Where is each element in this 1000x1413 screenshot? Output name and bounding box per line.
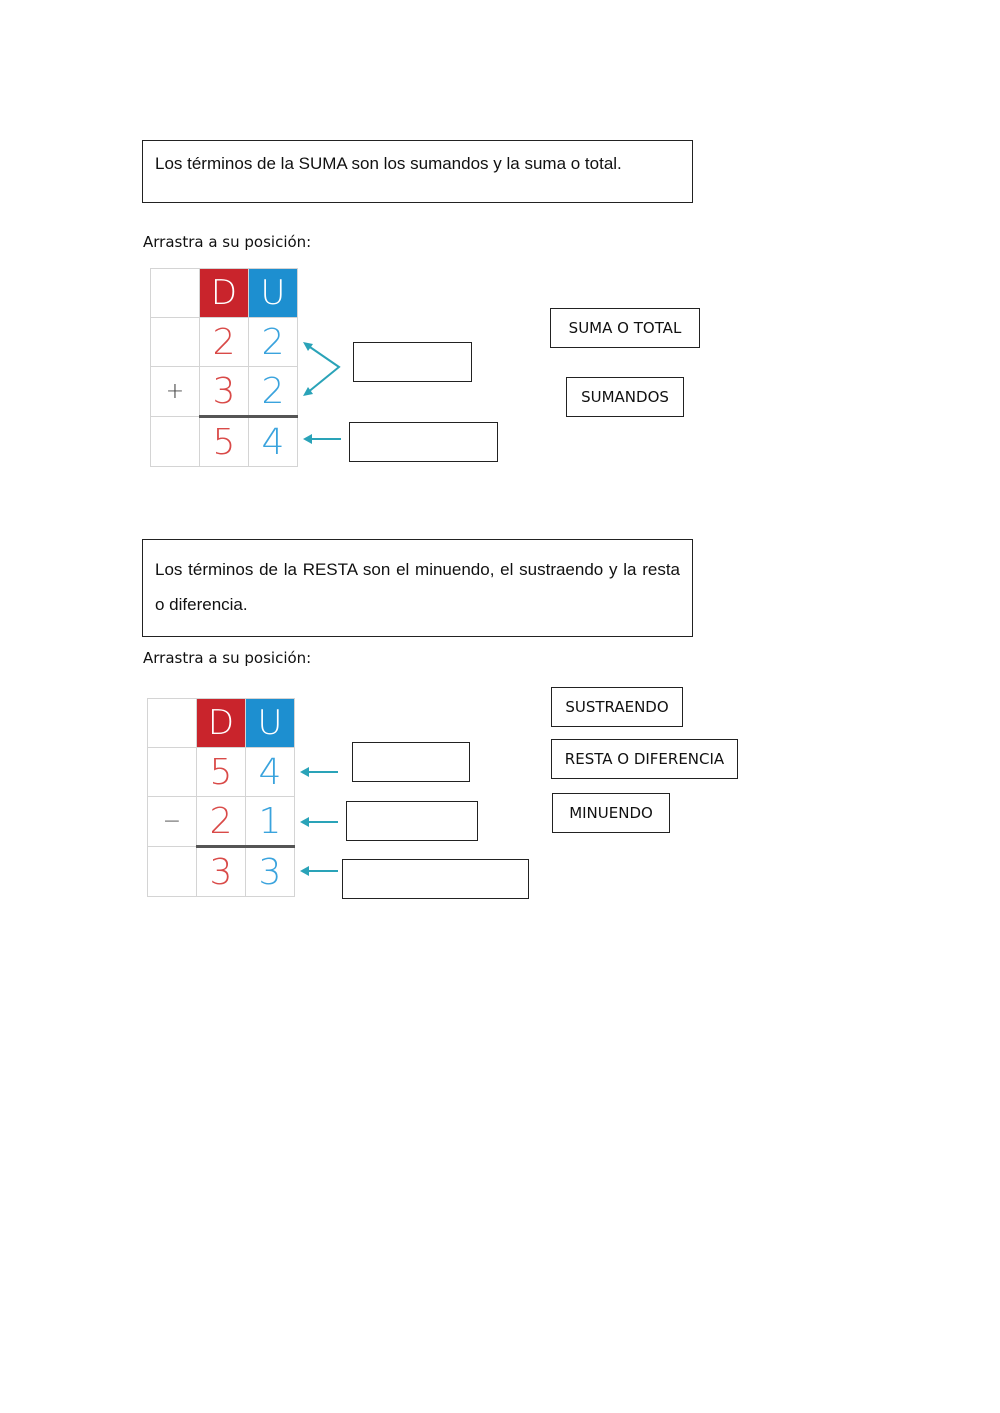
resta-row2-op: − [148,797,197,847]
resta-drop-sustraendo[interactable] [346,801,478,841]
suma-row2-u: 2 [249,367,298,417]
suma-row1-u: 2 [249,318,298,367]
resta-minuendo-arrowhead [300,767,309,777]
resta-drop-minuendo[interactable] [352,742,470,782]
resta-description: Los términos de la RESTA son el minuendo, el sustraendo y la resta o diferencia. [155,560,680,614]
suma-drop-sumandos[interactable] [353,342,472,382]
suma-instruction: Arrastra a su posición: [143,233,312,251]
suma-row1-d: 2 [200,318,249,367]
resta-row3-op [148,847,197,897]
suma-grid [150,268,298,467]
suma-header-d: D [200,269,249,318]
suma-description-box [142,140,693,203]
resta-grid [147,698,295,897]
resta-row3-u: 3 [246,847,295,897]
suma-description: Los términos de la SUMA son los sumandos y la suma o total. [155,154,622,173]
resta-header-empty [148,699,197,748]
resta-diferencia-arrowhead [300,866,309,876]
resta-row1-u: 4 [246,748,295,797]
suma-header-u: U [249,269,298,318]
suma-row3-d: 5 [200,417,249,467]
resta-instruction: Arrastra a su posición: [143,649,312,667]
option-sustraendo[interactable]: SUSTRAENDO [551,687,683,727]
resta-arrows [296,760,342,885]
resta-row3-d: 3 [197,847,246,897]
suma-header-empty [151,269,200,318]
resta-row2-d: 2 [197,797,246,847]
suma-total-arrowhead [303,434,312,444]
resta-row2-u: 1 [246,797,295,847]
suma-row1-op [151,318,200,367]
option-resta-o-diferencia[interactable]: RESTA O DIFERENCIA [551,739,738,779]
resta-description-box [142,539,693,637]
suma-row3-op [151,417,200,467]
resta-row1-op [148,748,197,797]
suma-row2-op: + [151,367,200,417]
suma-row3-u: 4 [249,417,298,467]
suma-arrows [295,335,350,455]
suma-bracket-arrow [307,345,339,393]
option-minuendo[interactable]: MINUENDO [552,793,670,833]
option-suma-o-total[interactable]: SUMA O TOTAL [550,308,700,348]
suma-arrowhead-top [303,342,313,351]
resta-sustraendo-arrowhead [300,817,309,827]
suma-row2-d: 3 [200,367,249,417]
suma-drop-total[interactable] [349,422,498,462]
resta-drop-diferencia[interactable] [342,859,529,899]
resta-row1-d: 5 [197,748,246,797]
resta-header-d: D [197,699,246,748]
resta-header-u: U [246,699,295,748]
option-sumandos[interactable]: SUMANDOS [566,377,684,417]
